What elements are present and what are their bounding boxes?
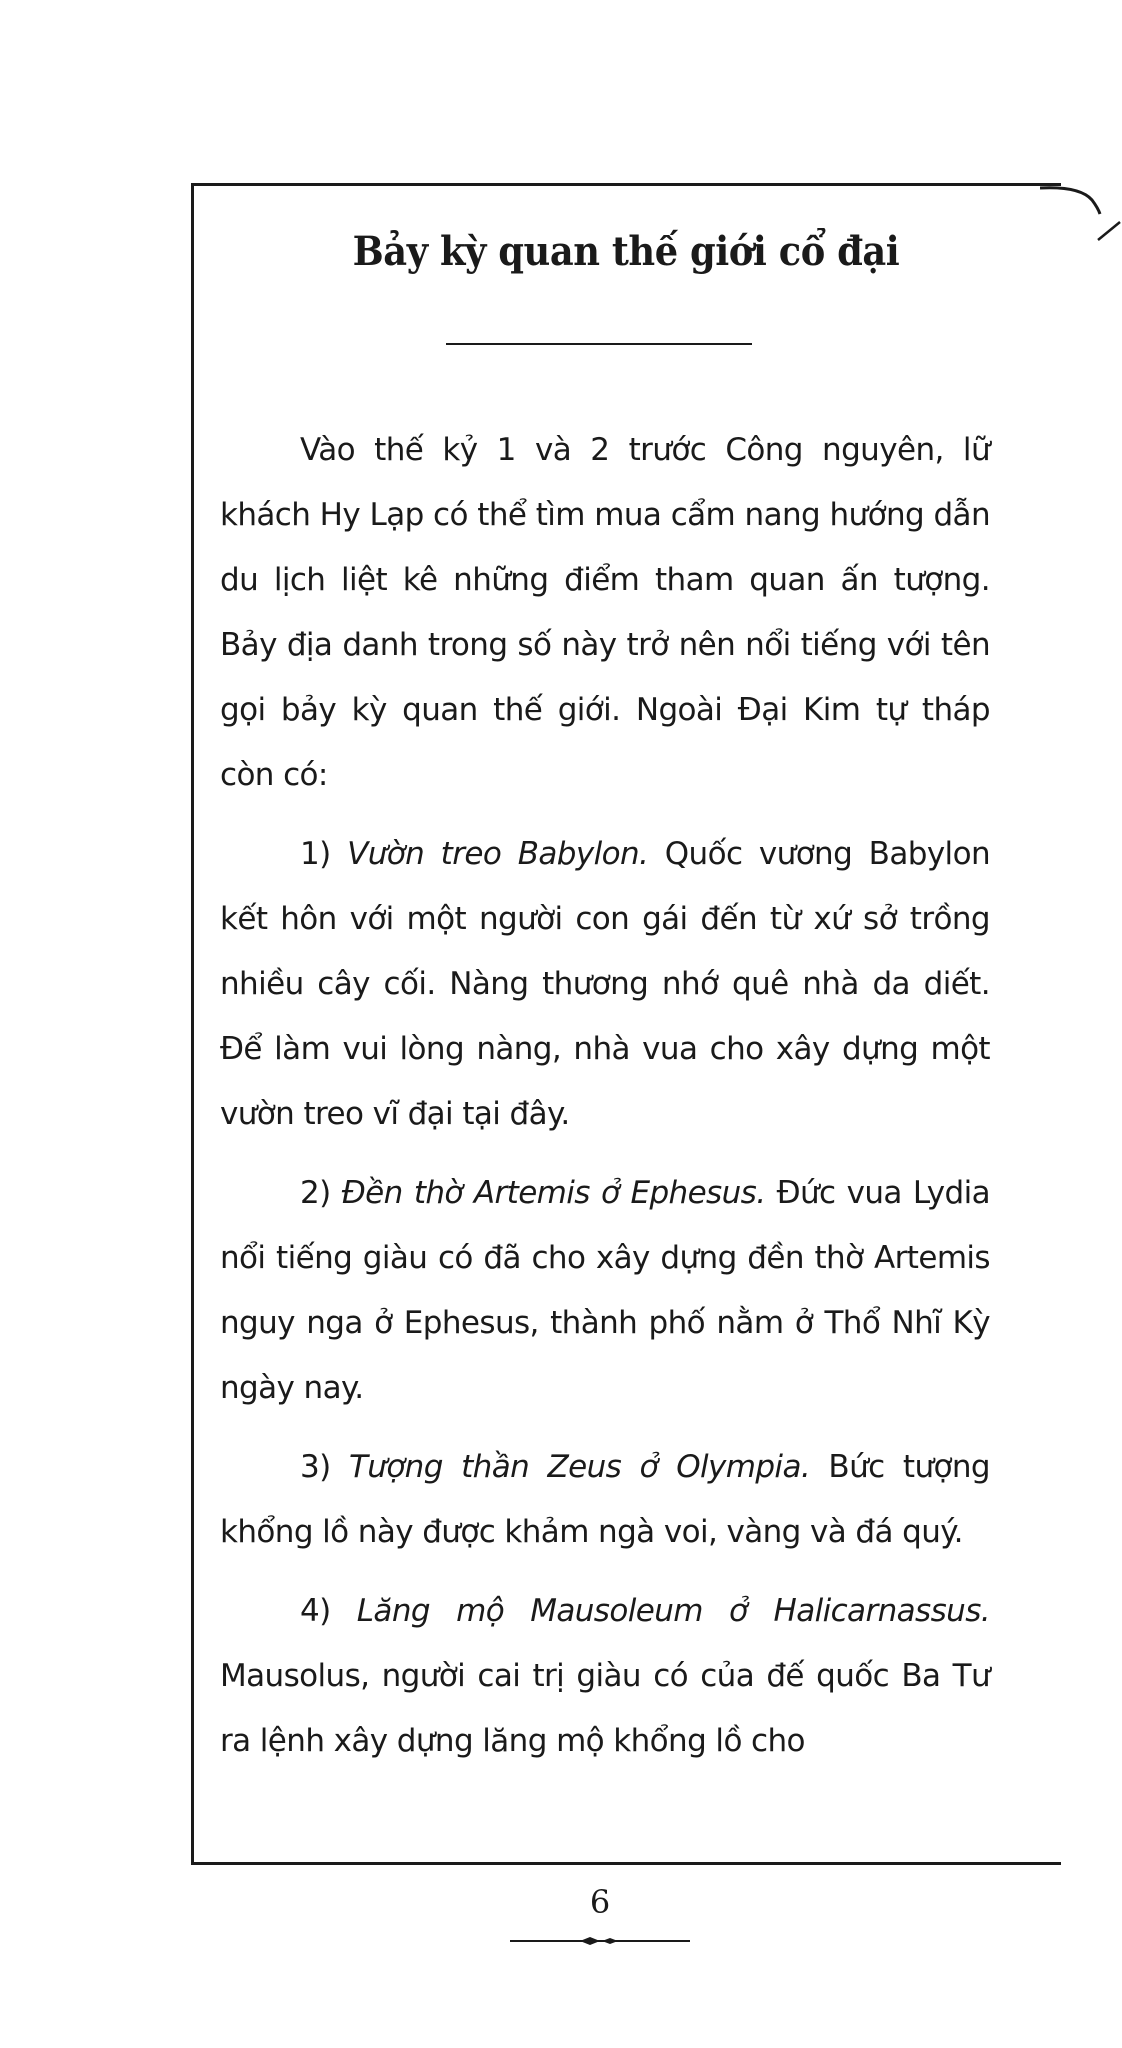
paragraph-wonder-2 <box>220 1161 990 1421</box>
paragraph-lead: 1) <box>300 836 348 872</box>
paragraph-wonder-3 <box>220 1435 990 1565</box>
page-number: 6 <box>589 1883 611 1921</box>
paragraph-lead: 2) <box>300 1175 342 1211</box>
paragraph-lead: 3) <box>300 1449 349 1485</box>
paragraph-text: Quốc vương Babylon kết hôn với một người con gái đến từ xứ sở trồng nhiều cây cối. Nàng thương nhớ quê nhà da diết. Để làm vui lòng nàng, nhà vua cho xây dựng một vườn treo vĩ đại tại đây. <box>220 836 990 1132</box>
paragraph-heading: Lăng mộ Mausoleum ở Halicarnassus. <box>356 1593 990 1629</box>
paragraph-text: Mausolus, người cai trị giàu có của đế quốc Ba Tư ra lệnh xây dựng lăng mộ khổng lồ cho <box>220 1658 990 1759</box>
paragraph-text: Đức vua Lydia nổi tiếng giàu có đã cho xây dựng đền thờ Artemis nguy nga ở Ephesus, thành phố nằm ở Thổ Nhĩ Kỳ ngày nay. <box>220 1175 990 1406</box>
frame-curl-ornament <box>1040 178 1122 248</box>
paragraph-heading: Vườn treo Babylon. <box>347 836 649 872</box>
paragraph-lead: 4) <box>300 1593 357 1629</box>
paragraph-wonder-4 <box>220 1579 990 1774</box>
body-text <box>220 418 990 1788</box>
paragraph-heading: Đền thờ Artemis ở Ephesus. <box>341 1175 766 1211</box>
paragraph-wonder-1 <box>220 822 990 1147</box>
paragraph-text: Vào thế kỷ 1 và 2 trước Công nguyên, lữ khách Hy Lạp có thể tìm mua cẩm nang hướng dẫn du lịch liệt kê những điểm tham quan ấn tượng. Bảy địa danh trong số này trở nên nổi tiếng với tên gọi bảy kỳ quan thế giới. Ngoài Đại Kim tự tháp còn có: <box>220 432 990 793</box>
page-number-ornament <box>510 1935 690 1947</box>
paragraph-intro <box>220 418 990 808</box>
paragraph-text: Bức tượng khổng lồ này được khảm ngà voi, vàng và đá quý. <box>220 1449 990 1550</box>
paragraph-heading: Tượng thần Zeus ở Olympia. <box>348 1449 811 1485</box>
title-divider <box>446 343 752 345</box>
chapter-title: Bảy kỳ quan thế giới cổ đại <box>352 228 900 275</box>
